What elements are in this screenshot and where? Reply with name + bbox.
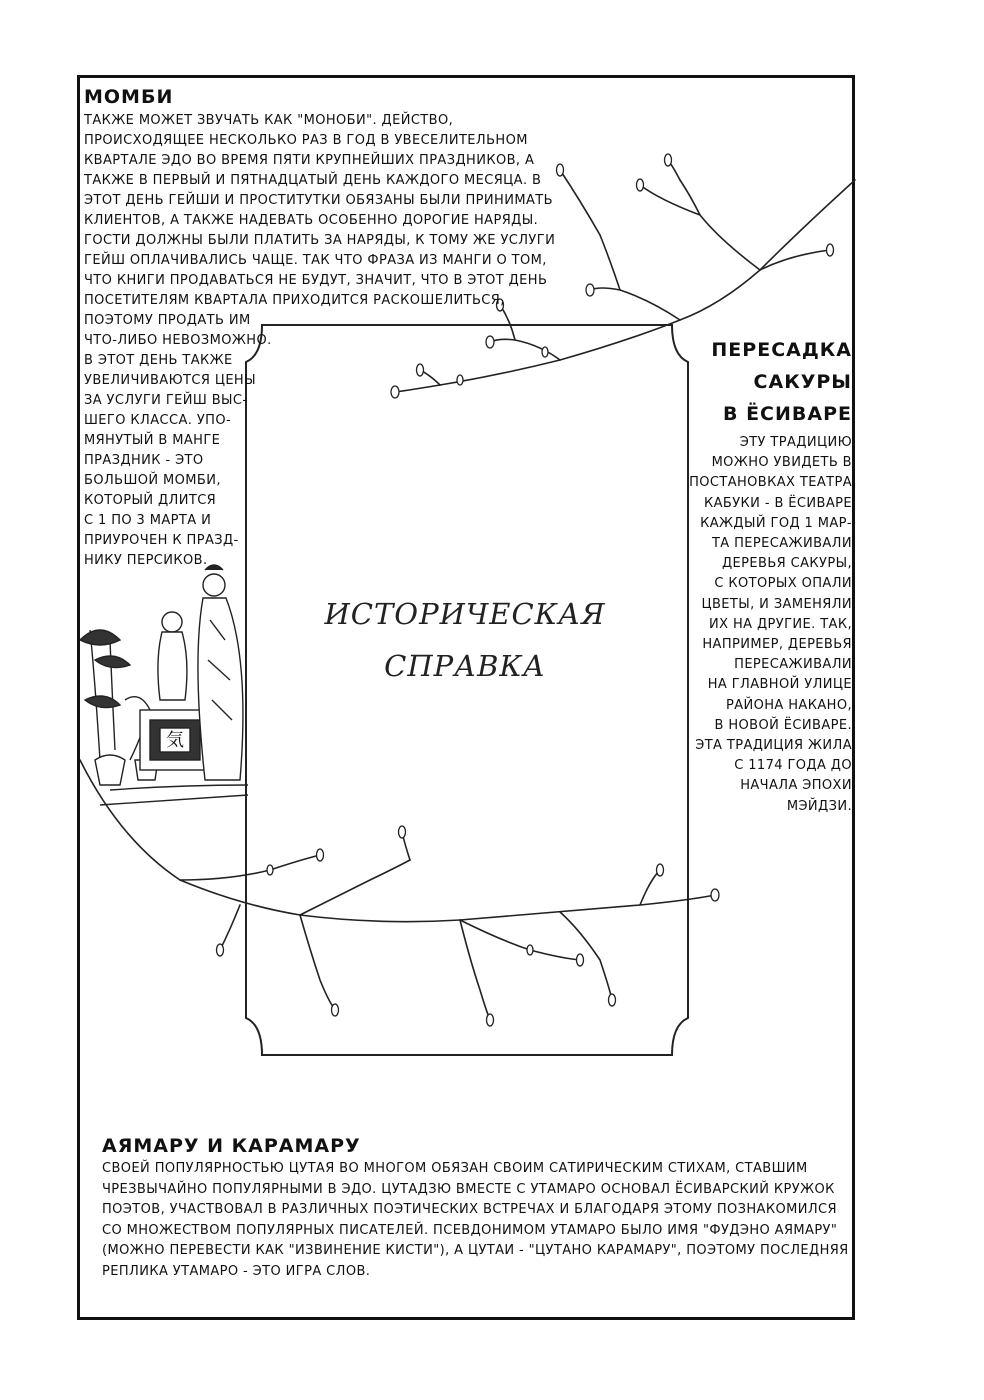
sakura-title-line: В ЁСИВАРЕ [722,403,852,425]
sakura-buds-bottom [217,826,720,1026]
section-title-sakura [711,334,852,430]
momby-line: КЛИЕНТОВ, А ТАКЖЕ НАДЕВАТЬ ОСОБЕННО ДОРОГИЕ НАРЯДЫ. [84,213,539,228]
sakura-line: РАЙОНА НАКАНО, [725,697,852,713]
momby-line: ПРИУРОЧЕН К ПРАЗД- [84,533,239,548]
sakura-line: ЦВЕТЫ, И ЗАМЕНЯЛИ [701,596,852,612]
sakura-line: МЭЙДЗИ. [786,798,852,814]
momby-line: ЧТО КНИГИ ПРОДАВАТЬСЯ НЕ БУДУТ, ЗНАЧИТ, ЧТО В ЭТОТ ДЕНЬ [84,273,548,288]
ayamaru-line: РЕПЛИКА УТАМАРО - ЭТО ИГРА СЛОВ. [102,1263,371,1279]
sakura-line: ПОСТАНОВКАХ ТЕАТРА [689,475,852,491]
sakura-line: ЭТУ ТРАДИЦИЮ [739,435,852,450]
momby-line: МЯНУТЫЙ В МАНГЕ [84,433,221,448]
caption-line-1: ИСТОРИЧЕСКАЯ [324,597,606,631]
center-caption [300,588,630,692]
momby-line: ТАКЖЕ МОЖЕТ ЗВУЧАТЬ КАК "МОНОБИ". ДЕЙСТВО, [84,113,454,128]
momby-line: ГЕЙШ ОПЛАЧИВАЛИСЬ ЧАЩЕ. ТАК ЧТО ФРАЗА ИЗ МАНГИ О ТОМ, [84,253,547,268]
momby-line: ЧТО-ЛИБО НЕВОЗМОЖНО. [84,333,272,348]
ayamaru-line: СО МНОЖЕСТВОМ ПОПУЛЯРНЫХ ПИСАТЕЛЕЙ. ПСЕВДОНИМОМ УТАМАРО БЫЛО ИМЯ "ФУДЭНО АЯМАРУ" [102,1222,838,1238]
momby-line: ПРАЗДНИК - ЭТО [84,453,204,468]
sakura-branch-bottom [80,760,715,1020]
sakura-line: ДЕРЕВЬЯ САКУРЫ, [722,556,852,572]
caption-line-2: СПРАВКА [384,649,546,683]
momby-line: КОТОРЫЙ ДЛИТСЯ [84,493,217,508]
momby-line: ЭТОТ ДЕНЬ ГЕЙШИ И ПРОСТИТУТКИ ОБЯЗАНЫ БЫЛИ ПРИНИМАТЬ [84,193,553,208]
shop-sign-kanji: 気 [166,730,184,751]
sakura-line: ТА ПЕРЕСАЖИВАЛИ [711,536,852,552]
momby-line: УВЕЛИЧИВАЮТСЯ ЦЕНЫ [84,373,256,388]
momby-line: КВАРТАЛЕ ЭДО ВО ВРЕМЯ ПЯТИ КРУПНЕЙШИХ ПРАЗДНИКОВ, А [84,153,535,168]
momby-line: ТАКЖЕ В ПЕРВЫЙ И ПЯТНАДЦАТЫЙ ДЕНЬ КАЖДОГО МЕСЯЦА. В [84,173,542,188]
sakura-title-line: САКУРЫ [753,371,852,393]
sakura-line: С КОТОРЫХ ОПАЛИ [714,576,852,592]
section-title-ayamaru: АЯМАРУ И КАРАМАРУ [102,1135,361,1157]
momby-line: БОЛЬШОЙ МОМБИ, [84,473,221,488]
momby-line: ШЕГО КЛАССА. УПО- [84,413,232,428]
sakura-line: МОЖНО УВИДЕТЬ В [711,455,852,471]
section-text-sakura [689,433,852,817]
momby-line: ЗА УСЛУГИ ГЕЙШ ВЫС- [84,393,248,408]
sakura-line: НАПРИМЕР, ДЕРЕВЬЯ [702,637,852,653]
section-title-momby: МОМБИ [84,86,174,108]
sakura-line: ПЕРЕСАЖИВАЛИ [734,657,852,673]
sakura-line: ЭТА ТРАДИЦИЯ ЖИЛА [695,738,852,754]
momby-line: ГОСТИ ДОЛЖНЫ БЫЛИ ПЛАТИТЬ ЗА НАРЯДЫ, К ТОМУ ЖЕ УСЛУГИ [84,233,556,248]
sakura-title-line: ПЕРЕСАДКА [711,339,852,361]
momby-line: ПРОИСХОДЯЩЕЕ НЕСКОЛЬКО РАЗ В ГОД В УВЕСЕЛИТЕЛЬНОМ [84,133,528,148]
sakura-line: ИХ НА ДРУГИЕ. ТАК, [708,616,852,632]
sakura-line: КАБУКИ - В ЁСИВАРЕ [703,495,852,511]
ayamaru-line: СВОЕЙ ПОПУЛЯРНОСТЬЮ ЦУТАЯ ВО МНОГОМ ОБЯЗАН СВОИМ САТИРИЧЕСКИМ СТИХАМ, СТАВШИМ [102,1161,808,1176]
sakura-line: В НОВОЙ ЁСИВАРЕ. [714,717,852,733]
section-text-momby [84,111,556,571]
street-scene [80,565,248,805]
ayamaru-line: ЧРЕЗВЫЧАЙНО ПОПУЛЯРНЫМИ В ЭДО. ЦУТАДЗЮ ВМЕСТЕ С УТАМАРО ОСНОВАЛ ЁСИВАРСКИЙ КРУЖОК [102,1181,835,1197]
ayamaru-line: (МОЖНО ПЕРЕВЕСТИ КАК "ИЗВИНЕНИЕ КИСТИ"), А ЦУТАИ - "ЦУТАНО КАРАМАРУ", ПОЭТОМУ ПОСЛЕДНЯЯ [102,1243,849,1258]
sakura-line: НАЧАЛА ЭПОХИ [740,778,852,794]
section-text-ayamaru [102,1159,849,1282]
sakura-line: НА ГЛАВНОЙ УЛИЦЕ [707,677,852,693]
momby-line: ПОСЕТИТЕЛЯМ КВАРТАЛА ПРИХОДИТСЯ РАСКОШЕЛИТЬСЯ, [84,293,505,308]
momby-line: НИКУ ПЕРСИКОВ. [84,553,208,568]
sakura-line: С 1174 ГОДА ДО [734,758,852,774]
momby-line: В ЭТОТ ДЕНЬ ТАКЖЕ [84,353,233,368]
momby-line: С 1 ПО 3 МАРТА И [84,513,212,528]
momby-line: ПОЭТОМУ ПРОДАТЬ ИМ [84,313,251,328]
ayamaru-line: ПОЭТОВ, УЧАСТВОВАЛ В РАЗЛИЧНЫХ ПОЭТИЧЕСКИХ ВСТРЕЧАХ И БЛАГОДАРЯ ЭТОМУ ПОЗНАКОМИЛСЯ [102,1202,837,1217]
sakura-line: КАЖДЫЙ ГОД 1 МАР- [700,515,852,531]
